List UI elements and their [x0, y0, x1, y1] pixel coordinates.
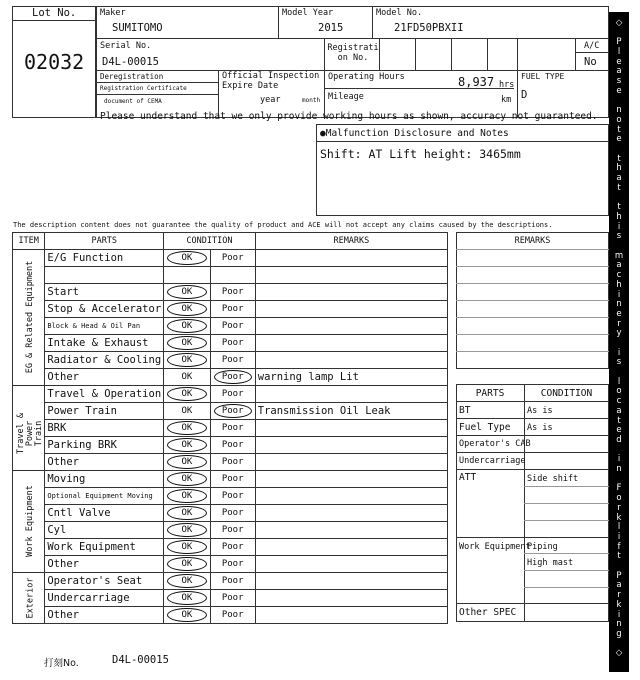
ok-mark: OK [167, 285, 207, 299]
sidebar-char: t [617, 202, 621, 213]
remark-cell: warning lamp Lit [255, 369, 447, 386]
sidebar-char: o [616, 493, 622, 504]
ok-cell [164, 403, 210, 420]
poor-cell [210, 301, 255, 318]
operating-hours-label: Operating Hours [328, 72, 405, 82]
km-label: km [501, 95, 512, 105]
grid-line [456, 452, 609, 453]
ok-mark: OK [167, 523, 207, 537]
month-label: month [302, 97, 321, 104]
part-name: Other [45, 369, 164, 386]
grid-line [524, 486, 609, 487]
registration-label: Registrati on No. [327, 43, 379, 63]
part-name: Optional Equipment Moving [45, 488, 164, 505]
ok-cell [164, 573, 210, 590]
poor-mark: Poor [221, 422, 244, 433]
poor-mark: Poor [221, 303, 244, 314]
maker-value: SUMITOMO [112, 22, 163, 34]
ok-mark: OK [167, 489, 207, 503]
sidebar-char: n [616, 299, 622, 310]
poor-mark: Poor [221, 320, 244, 331]
undercarriage-label: Undercarriage [459, 456, 526, 466]
sidebar-char: n [616, 619, 622, 630]
sidebar-char: f [617, 541, 621, 552]
sidebar-char: t [617, 153, 621, 164]
ok-cell [164, 318, 210, 335]
remark-cell [255, 267, 447, 284]
poor-mark: Poor [221, 490, 244, 501]
part-name: Intake & Exhaust [45, 335, 164, 352]
header-condition: CONDITION [164, 233, 256, 250]
sidebar-char: s [616, 231, 622, 242]
sidebar-char: r [617, 502, 621, 513]
sidebar-char: h [616, 211, 622, 222]
grid-line [524, 553, 609, 554]
poor-mark: Poor [221, 575, 244, 586]
sidebar-char: ◇ [615, 18, 623, 28]
poor-cell [210, 607, 255, 624]
remark-cell [255, 607, 447, 624]
sidebar-char: e [616, 134, 622, 145]
part-name: Undercarriage [45, 590, 164, 607]
sidebar-char: t [617, 124, 621, 135]
sidebar-char: e [616, 56, 622, 67]
ok-mark: OK [167, 353, 207, 367]
stamp-value: D4L-00015 [112, 654, 169, 666]
table-row [13, 556, 448, 573]
ok-cell [164, 556, 210, 573]
remark-cell [255, 454, 447, 471]
remark-cell [255, 471, 447, 488]
poor-cell [210, 403, 255, 420]
remark-cell [255, 352, 447, 369]
group-label-cell [13, 471, 45, 573]
group-label-cell [13, 573, 45, 624]
part-name [45, 267, 164, 284]
mileage-label: Mileage [328, 92, 364, 102]
cema-label: document of CEMA [104, 98, 162, 105]
poor-mark: Poor [221, 507, 244, 518]
table-row [13, 352, 448, 369]
sidebar-char: a [616, 580, 622, 591]
part-name: Power Train [45, 403, 164, 420]
sidebar-char: i [617, 609, 621, 620]
poor-mark: Poor [221, 439, 244, 450]
poor-mark: Poor [221, 252, 244, 263]
ok-cell [164, 352, 210, 369]
bt-value: As is [527, 406, 553, 416]
fuel-type-label: FUEL TYPE [521, 72, 565, 81]
ok-mark: OK [167, 472, 207, 486]
grid-line [456, 603, 609, 604]
group-label: Work Equipment [25, 485, 35, 557]
remark-cell [255, 284, 447, 301]
sidebar-char: t [617, 415, 621, 426]
remark-cell [255, 420, 447, 437]
table-row [13, 539, 448, 556]
sidebar-char: s [616, 76, 622, 87]
maker-label: Maker [100, 8, 126, 18]
ok-cell [164, 454, 210, 471]
grid-line [456, 334, 609, 335]
remark-cell [255, 386, 447, 403]
poor-cell [210, 420, 255, 437]
sidebar-char: a [616, 66, 622, 77]
ac-value: No [584, 56, 597, 68]
grid-line [524, 587, 609, 588]
part-name: Work Equipment [45, 539, 164, 556]
remark-cell [255, 301, 447, 318]
poor-cell [210, 335, 255, 352]
table-row [13, 369, 448, 386]
part-name: Cntl Valve [45, 505, 164, 522]
sidebar-char: g [616, 628, 622, 639]
grid-line [456, 351, 609, 352]
bt-label: BT [459, 405, 471, 416]
ok-cell [164, 522, 210, 539]
sidebar-char: h [616, 279, 622, 290]
remark-cell [255, 522, 447, 539]
group-label: EG & Related Equipment [25, 260, 35, 374]
poor-mark: Poor [221, 524, 244, 535]
part-name: Other [45, 556, 164, 573]
sidebar-char: i [617, 347, 621, 358]
poor-mark: Poor [221, 592, 244, 603]
remark-cell [255, 556, 447, 573]
hrs-label: hrs [499, 80, 515, 90]
grid-line [456, 300, 609, 301]
table-row [13, 267, 448, 284]
table-row [13, 488, 448, 505]
poor-cell [210, 267, 255, 284]
ok-mark: OK [167, 387, 207, 401]
sidebar-char: n [616, 464, 622, 475]
grid-line [456, 266, 609, 267]
grid-line [456, 435, 609, 436]
work-equipment-label: Work Equipment [459, 542, 531, 552]
table-row [13, 590, 448, 607]
poor-cell [210, 369, 255, 386]
poor-cell [210, 539, 255, 556]
poor-mark: Poor [221, 456, 244, 467]
att-value: Side shift [527, 474, 579, 484]
ok-mark: OK [167, 438, 207, 452]
sidebar-char: ◇ [615, 648, 623, 659]
header-parts: PARTS [45, 233, 164, 250]
table-row [13, 301, 448, 318]
sidebar-char: c [616, 396, 622, 407]
sidebar-char: i [617, 531, 621, 542]
stamp-label: 打刻No. [44, 658, 79, 669]
table-row [13, 522, 448, 539]
part-name: Operator's Seat [45, 573, 164, 590]
part-name: Start [45, 284, 164, 301]
sidebar-char: k [616, 599, 622, 610]
ok-mark: OK [167, 421, 207, 435]
table-row [13, 403, 448, 420]
poor-cell [210, 522, 255, 539]
grid-line [456, 469, 609, 470]
operating-hours-value: 8,937 [458, 75, 495, 89]
remark-cell [255, 318, 447, 335]
remark-cell [255, 437, 447, 454]
ok-cell [164, 250, 210, 267]
grid-line [524, 503, 609, 504]
serial-value: D4L-00015 [102, 56, 159, 68]
inspection-label: Official Inspection Expire Date [222, 71, 320, 91]
table-row [13, 505, 448, 522]
ok-mark: OK [167, 591, 207, 605]
inspection-table [12, 232, 448, 624]
poor-cell [210, 386, 255, 403]
poor-cell [210, 488, 255, 505]
sidebar-char: d [616, 434, 622, 445]
remark-cell [255, 539, 447, 556]
sidebar-char: o [616, 114, 622, 125]
lot-number: 02032 [24, 50, 85, 74]
poor-cell [210, 471, 255, 488]
poor-cell [210, 352, 255, 369]
sidebar-char: F [616, 483, 622, 494]
table-row [13, 573, 448, 590]
header-remarks: REMARKS [255, 233, 447, 250]
table-row [13, 318, 448, 335]
sidebar-char: s [616, 357, 622, 368]
disclaimer: The description content does not guarantee the quality of product and ACE will not accept any claims caused by the descriptions. [13, 221, 553, 229]
ok-mark: OK [167, 251, 207, 265]
ok-mark: OK [167, 540, 207, 554]
ok-mark: OK [167, 455, 207, 469]
grid-line [524, 520, 609, 521]
fuel-type-value: D [521, 89, 528, 101]
right-parts-header: PARTS [475, 388, 505, 399]
poor-cell [210, 284, 255, 301]
poor-mark: Poor [221, 541, 244, 552]
sidebar-char: l [617, 47, 621, 58]
other-spec-label: Other SPEC [459, 607, 517, 618]
sidebar-char: l [617, 522, 621, 533]
lot-label: Lot No. [32, 7, 77, 19]
ok-cell [164, 301, 210, 318]
sidebar-char: e [616, 425, 622, 436]
ok-mark: OK [167, 319, 207, 333]
malfunction-title: ●Malfunction Disclosure and Notes [320, 128, 509, 139]
group-label: Travel & Power Train [15, 412, 44, 454]
part-name: Moving [45, 471, 164, 488]
model-no-value: 21FD50PBXII [394, 22, 464, 34]
sidebar-char: P [616, 37, 622, 48]
poor-mark: Poor [214, 404, 252, 418]
table-row [13, 335, 448, 352]
poor-mark: Poor [221, 609, 244, 620]
sidebar-char: a [616, 405, 622, 416]
part-name: Parking BRK [45, 437, 164, 454]
table-row [13, 250, 448, 267]
header-item: ITEM [13, 233, 45, 250]
grid-line [456, 249, 609, 250]
sidebar-char: i [617, 454, 621, 465]
part-name: Radiator & Cooling [45, 352, 164, 369]
part-name: Other [45, 607, 164, 624]
ok-cell [164, 335, 210, 352]
poor-mark: Poor [221, 558, 244, 569]
sidebar-char: k [616, 512, 622, 523]
ok-cell [164, 505, 210, 522]
hours-notice: Please understand that we only provide working hours as shown, accuracy not guaranteed. [100, 111, 598, 122]
part-name: Travel & Operation [45, 386, 164, 403]
sidebar-char: r [617, 318, 621, 329]
deregistration-label: Deregistration [100, 72, 164, 81]
table-row [13, 420, 448, 437]
sidebar-char: r [617, 590, 621, 601]
grid-line [456, 537, 609, 538]
grid-line [456, 418, 609, 419]
sidebar-char: e [616, 308, 622, 319]
model-no-label: Model No. [376, 8, 423, 18]
part-name: Block & Head & Oil Pan [45, 318, 164, 335]
remark-cell [255, 250, 447, 267]
table-row [13, 284, 448, 301]
ok-cell [164, 471, 210, 488]
part-name: Other [45, 454, 164, 471]
poor-cell [210, 590, 255, 607]
ok-mark: OK [167, 574, 207, 588]
sidebar-char: a [616, 173, 622, 184]
ok-cell [164, 267, 210, 284]
table-row [13, 471, 448, 488]
remark-cell [255, 488, 447, 505]
ok-cell [164, 284, 210, 301]
ok-cell [164, 369, 210, 386]
sidebar-char: e [616, 85, 622, 96]
sidebar-char: l [617, 376, 621, 387]
group-label-cell [13, 250, 45, 386]
sidebar-char: i [617, 289, 621, 300]
poor-mark: Poor [221, 354, 244, 365]
poor-cell [210, 454, 255, 471]
ok-cell [164, 437, 210, 454]
ok-cell [164, 590, 210, 607]
poor-cell [210, 437, 255, 454]
registration-cert-label: Registration Certificate [100, 85, 187, 92]
ok-mark: OK [167, 608, 207, 622]
operator-cab-label: Operator's CAB [459, 439, 531, 449]
model-year-label: Model Year [282, 8, 334, 18]
sidebar-char: t [617, 551, 621, 562]
part-name: E/G Function [45, 250, 164, 267]
part-name: Cyl [45, 522, 164, 539]
remark-cell [255, 505, 447, 522]
ok-mark: OK [167, 506, 207, 520]
remark-cell [255, 573, 447, 590]
sidebar-char: o [616, 386, 622, 397]
part-name: Stop & Accelerator [45, 301, 164, 318]
ac-label: A/C [584, 41, 600, 51]
remark-cell: Transmission Oil Leak [255, 403, 447, 420]
right-condition-header: CONDITION [540, 388, 593, 399]
att-label: ATT [459, 472, 477, 483]
poor-mark: Poor [214, 370, 252, 384]
sidebar-char: n [616, 105, 622, 116]
right-remarks-header: REMARKS [514, 236, 551, 246]
grid-line [456, 283, 609, 284]
poor-cell [210, 556, 255, 573]
grid-line [456, 317, 609, 318]
sidebar-char: y [616, 328, 622, 339]
ok-mark: OK [167, 336, 207, 350]
poor-cell [210, 318, 255, 335]
group-label: Exterior [25, 577, 35, 618]
model-year-value: 2015 [318, 22, 344, 34]
sidebar-char: i [617, 221, 621, 232]
group-label-cell [13, 386, 45, 471]
sidebar-char: c [616, 270, 622, 281]
ok-cell [164, 488, 210, 505]
ok-cell [164, 420, 210, 437]
table-row [13, 386, 448, 403]
table-row [13, 454, 448, 471]
poor-mark: Poor [221, 388, 244, 399]
remark-cell [255, 590, 447, 607]
grid-line [456, 401, 609, 402]
ok-mark: OK [167, 302, 207, 316]
remark-cell [255, 335, 447, 352]
poor-cell [210, 505, 255, 522]
work-equipment-value-1: Piping [527, 542, 558, 552]
poor-mark: Poor [221, 473, 244, 484]
poor-mark: Poor [221, 286, 244, 297]
table-row [13, 607, 448, 624]
sidebar-char: a [616, 260, 622, 271]
ok-cell [164, 607, 210, 624]
poor-mark: Poor [221, 337, 244, 348]
ok-mark: OK [167, 557, 207, 571]
malfunction-text: Shift: AT Lift height: 3465mm [320, 147, 521, 161]
notice-sidebar [609, 12, 629, 672]
ok-cell [164, 386, 210, 403]
poor-cell [210, 250, 255, 267]
poor-cell [210, 573, 255, 590]
fuel-type-right-label: Fuel Type [459, 422, 511, 433]
ok-mark: OK [181, 405, 193, 416]
fuel-type-right-value: As is [527, 423, 553, 433]
year-label: year [260, 95, 281, 105]
sidebar-char: t [617, 182, 621, 193]
part-name: BRK [45, 420, 164, 437]
ok-cell [164, 539, 210, 556]
ok-mark: OK [181, 371, 193, 382]
work-equipment-value-2: High mast [527, 558, 574, 568]
grid-line [524, 570, 609, 571]
sidebar-char: P [616, 570, 622, 581]
serial-label: Serial No. [100, 41, 152, 51]
table-row [13, 437, 448, 454]
sidebar-char: m [614, 250, 624, 261]
sidebar-char: h [616, 163, 622, 174]
